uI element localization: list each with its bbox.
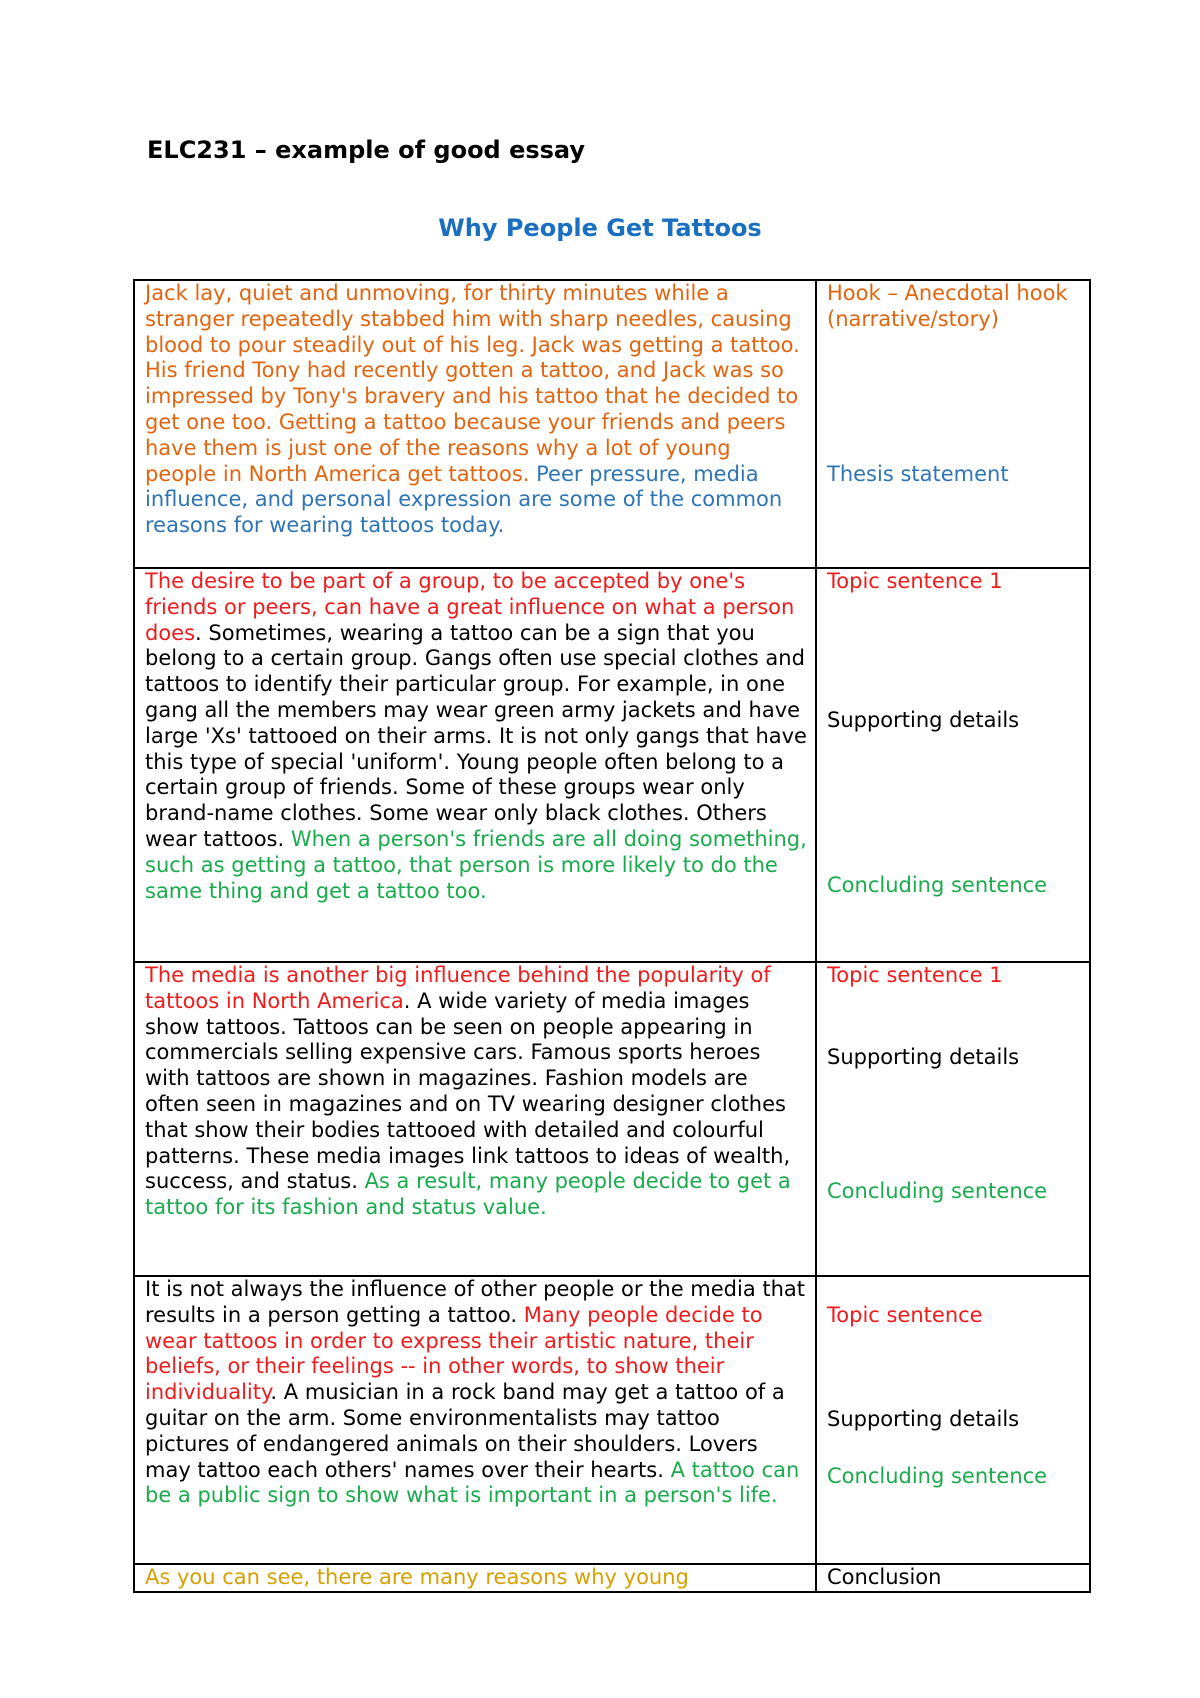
thesis-text: Peer pressure, media influence, and personal expression are some of the common reasons for wearing tattoos today. <box>145 461 783 538</box>
table-row-body-1 <box>134 568 1090 962</box>
body-paragraph-2 <box>134 962 816 1276</box>
supporting-details-text: . A wide variety of media images show tattoos. Tattoos can be seen on people appearing in commercials selling expensive cars. Famous sports heroes with tattoos are shown in magazines. Fashion models are often seen in magazines and on TV wearing designer clothes that show their bodies tattooed with detailed and colourful patterns. These media images link tattoos to ideas of wealth, success, and status. <box>145 988 791 1194</box>
concluding-sentence-label: Concluding sentence <box>827 1178 1048 1203</box>
body-2-labels <box>816 962 1090 1276</box>
supporting-details-label: Supporting details <box>827 707 1020 732</box>
introduction-paragraph <box>134 280 816 568</box>
essay-title: Why People Get Tattoos <box>438 214 762 242</box>
supporting-details-text: . Sometimes, wearing a tattoo can be a sign that you belong to a certain group. Gangs often use special clothes and tattoos to identify their particular group. For example, in one gang all the members may wear green army jackets and have large 'Xs' tattooed on their arms. It is not only gangs that have this type of special 'uniform'. Young people often belong to a certain group of friends. Some of these groups wear only brand-name clothes. Some wear only black clothes. Others wear tattoos. <box>145 620 807 851</box>
table-row-conclusion <box>134 1564 1090 1592</box>
body-1-labels <box>816 568 1090 962</box>
concluding-sentence-text: A tattoo can be a public sign to show what is important in a person's life. <box>145 1457 800 1508</box>
concluding-sentence-label: Concluding sentence <box>827 872 1048 897</box>
topic-sentence-label: Topic sentence 1 <box>827 963 1003 987</box>
introduction-labels <box>816 280 1090 568</box>
concluding-sentence-text: When a person's friends are all doing something, such as getting a tattoo, that person is more likely to do the same thing and get a tattoo too. <box>145 826 807 903</box>
topic-sentence-text: The desire to be part of a group, to be accepted by one's friends or peers, can have a great influence on what a person does <box>145 569 795 645</box>
body-3-labels <box>816 1276 1090 1564</box>
topic-sentence-text: Many people decide to wear tattoos in order to express their artistic nature, their beliefs, or their feelings -- in other words, to show their individuality <box>145 1302 763 1405</box>
table-row-body-2 <box>134 962 1090 1276</box>
concluding-sentence-label: Concluding sentence <box>827 1463 1048 1488</box>
hook-label: Hook – Anecdotal hook (narrative/story) <box>827 281 1068 331</box>
transition-text: It is not always the influence of other people or the media that results in a person getting a tattoo. <box>145 1277 806 1327</box>
concluding-sentence-text: As a result, many people decide to get a tattoo for its fashion and status value. <box>145 1169 791 1220</box>
conclusion-text: As you can see, there are many reasons why young <box>145 1565 689 1589</box>
conclusion-labels <box>816 1564 1090 1592</box>
supporting-details-label: Supporting details <box>827 1044 1020 1069</box>
conclusion-paragraph <box>134 1564 816 1592</box>
supporting-details-text: . A musician in a rock band may get a tattoo of a guitar on the arm. Some environmentalists may tattoo pictures of endangered animals on their shoulders. Lovers may tattoo each others' names over their hearts. <box>145 1380 785 1482</box>
thesis-label: Thesis statement <box>827 461 1009 486</box>
body-paragraph-3 <box>134 1276 816 1564</box>
conclusion-label: Conclusion <box>827 1565 942 1589</box>
topic-sentence-label: Topic sentence <box>827 1303 983 1327</box>
topic-sentence-text: The media is another big influence behind the popularity of tattoos in North America <box>145 963 771 1013</box>
supporting-details-label: Supporting details <box>827 1406 1020 1431</box>
topic-sentence-label: Topic sentence 1 <box>827 569 1003 593</box>
hook-text: Jack lay, quiet and unmoving, for thirty minutes while a stranger repeatedly stabbed him with sharp needles, causing blood to pour steadily out of his leg. Jack was getting a tattoo. His friend Tony had recently gotten a tattoo, and Jack was so impressed by Tony's bravery and his tattoo that he decided to get one too. Getting a tattoo because your friends and peers have them is just one of the reasons why a lot of young people in North America get tattoos. <box>145 281 800 486</box>
table-row-body-3 <box>134 1276 1090 1564</box>
essay-table <box>133 279 1091 1593</box>
body-paragraph-1 <box>134 568 816 962</box>
document-heading: ELC231 – example of good essay <box>147 136 586 164</box>
table-row-introduction <box>134 280 1090 568</box>
